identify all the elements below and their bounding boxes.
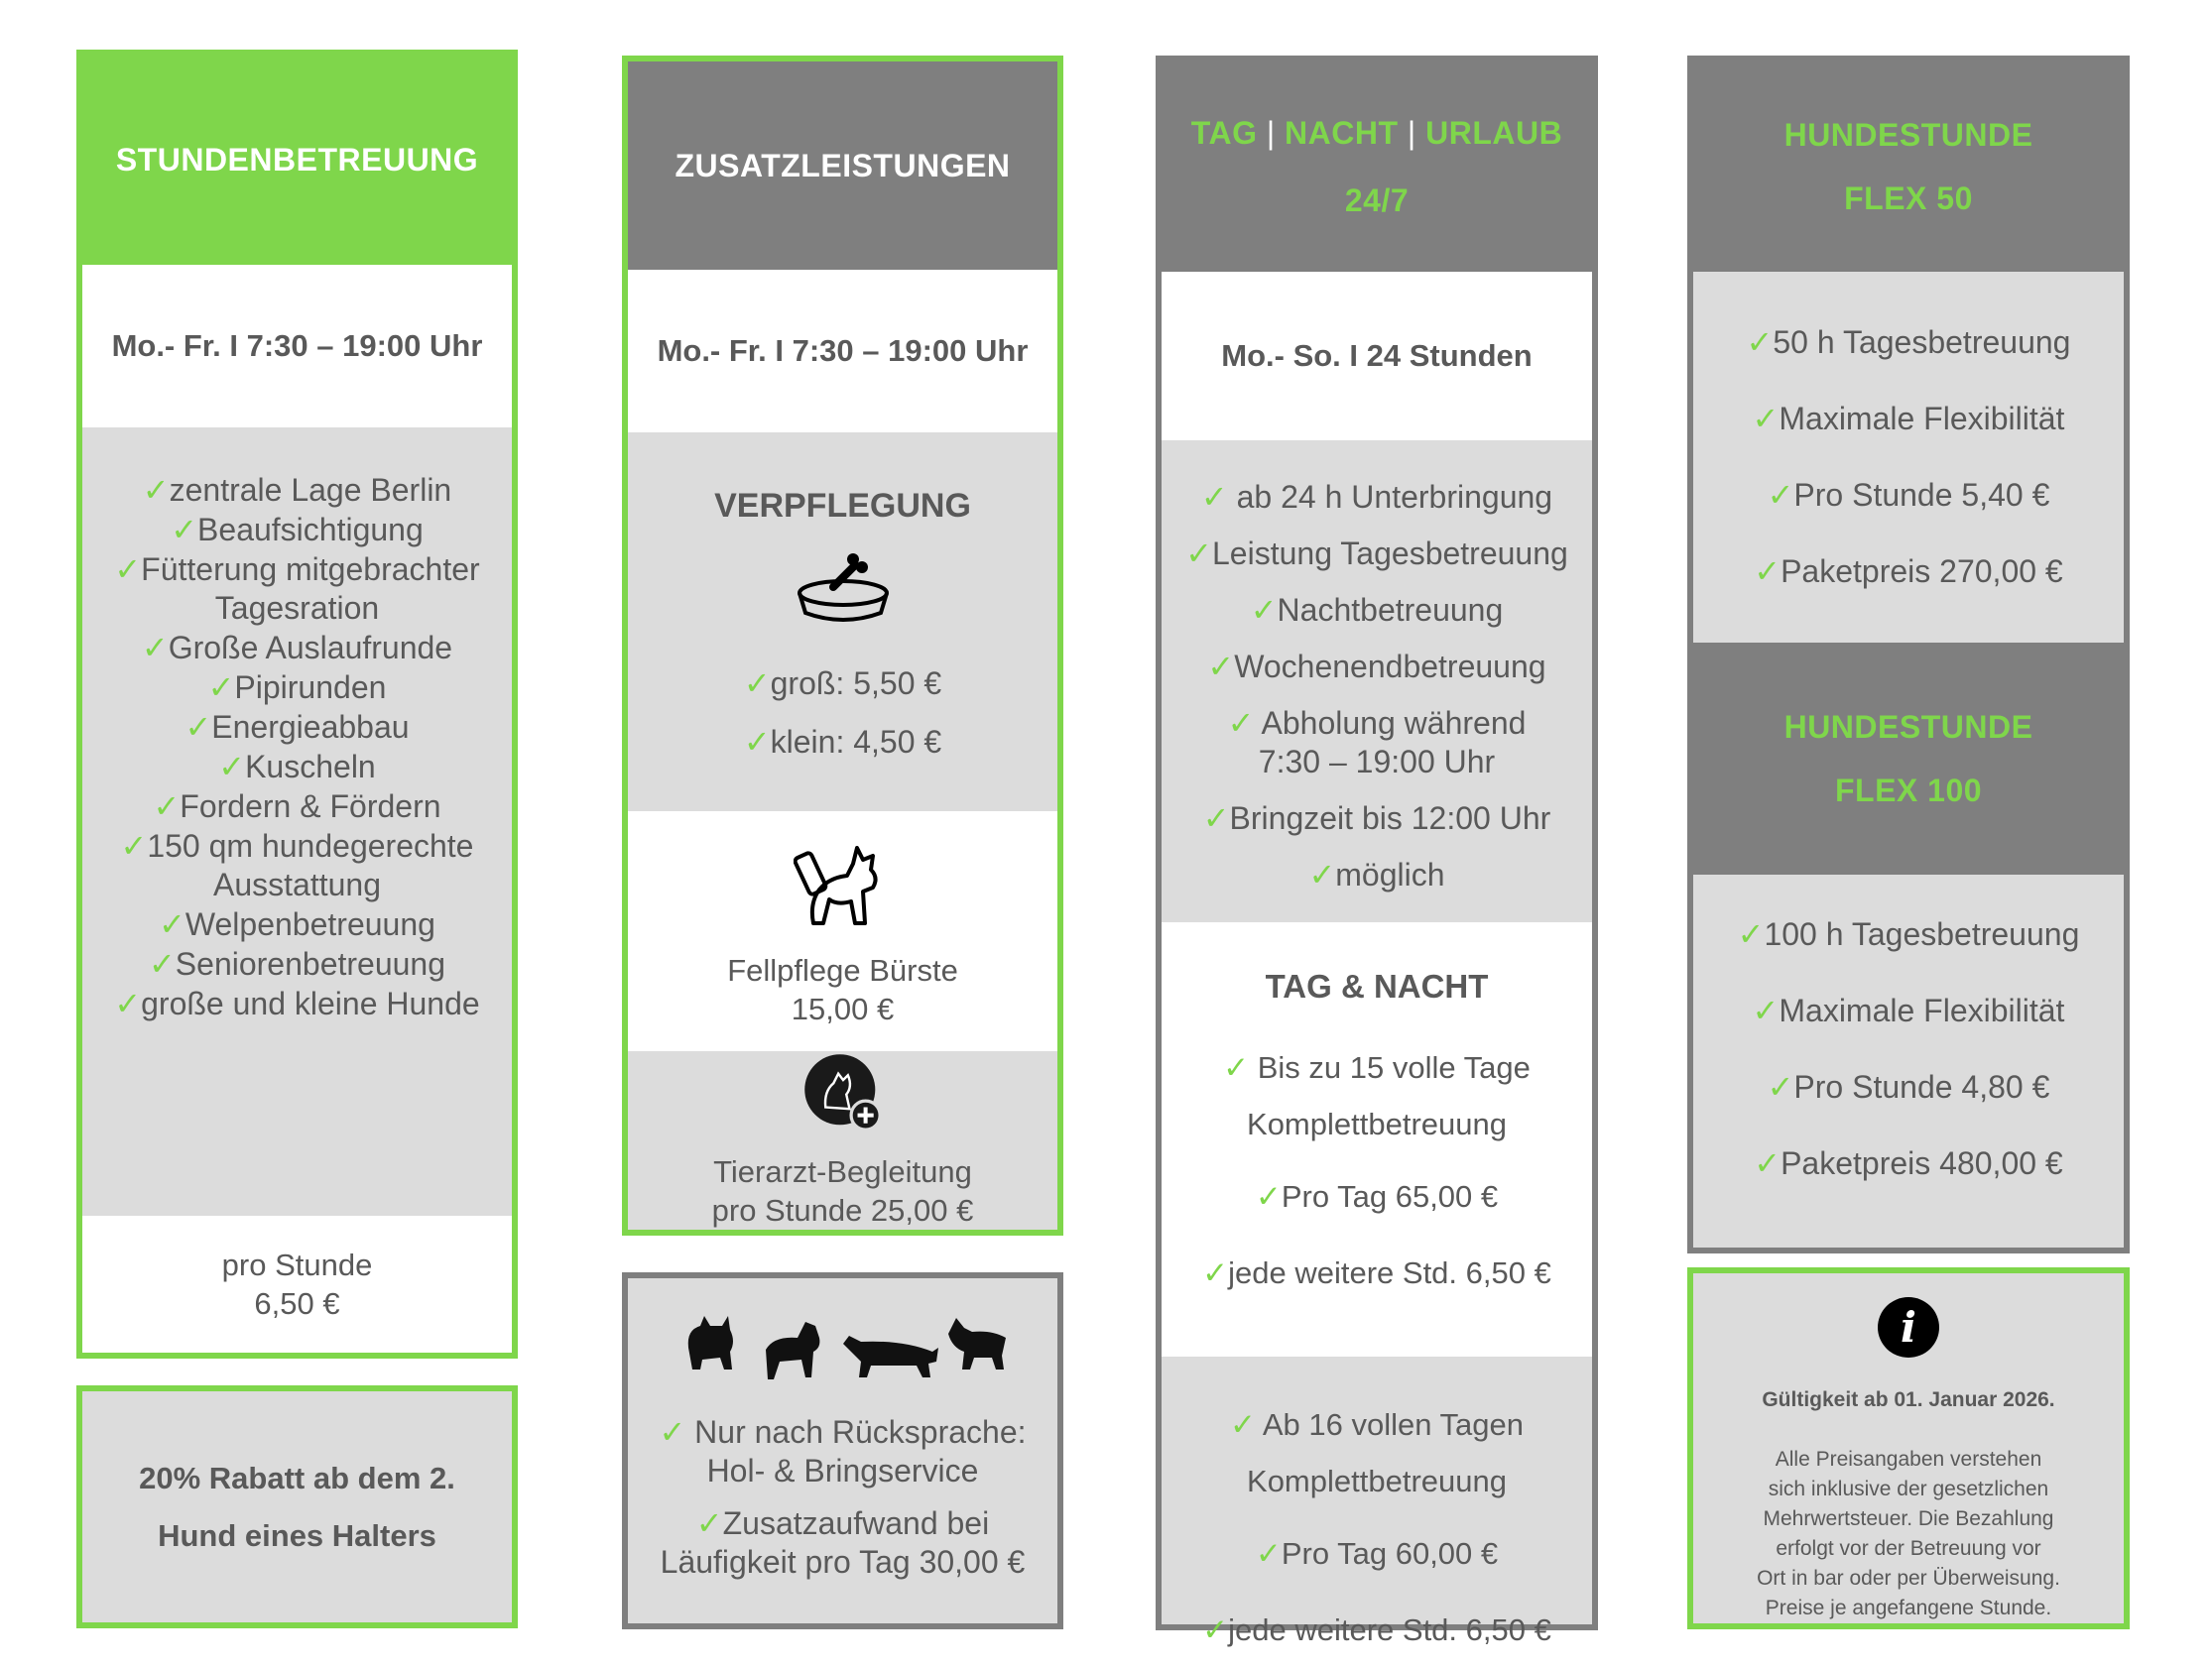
food-title: VERPFLEGUNG	[714, 487, 971, 525]
check-icon: ✓	[1223, 1050, 1250, 1085]
extra-service-item: ✓Zusatzaufwand bei Läufigkeit pro Tag 30,00 €	[660, 1505, 1026, 1580]
check-icon: ✓	[1202, 800, 1230, 836]
feature-item: ✓Seniorenbetreuung	[148, 946, 446, 982]
check-icon: ✓	[159, 906, 185, 942]
feature-item: ✓zentrale Lage Berlin	[142, 472, 452, 508]
note-line: Alle Preisangaben verstehen	[1775, 1448, 2042, 1471]
flex100-panel	[1693, 875, 2124, 1248]
long-stay-line-1: ✓ Ab 16 vollen Tagen	[1229, 1407, 1525, 1442]
feature-item: ✓ ab 24 h Unterbringung	[1200, 479, 1553, 515]
check-icon: ✓	[153, 788, 181, 824]
food-panel	[628, 432, 1057, 811]
card-stundenbetreuung	[76, 50, 518, 1359]
feature-item: ✓Große Auslaufrunde	[141, 630, 453, 665]
extra-service-item: ✓ Nur nach Rücksprache: Hol- & Bringservice	[659, 1414, 1027, 1489]
title-separator: |	[1407, 115, 1416, 151]
card-tag-nacht-urlaub	[1156, 56, 1598, 1647]
note-line: Ort in bar oder per Überweisung.	[1757, 1567, 2060, 1590]
hours-text: Mo.- So. I 24 Stunden	[1221, 338, 1533, 373]
hours-text: Mo.- Fr. I 7:30 – 19:00 Uhr	[111, 328, 483, 363]
vet-label: Tierarzt-Begleitung	[713, 1154, 972, 1189]
flex50-title: HUNDESTUNDE	[1783, 117, 2033, 153]
validity-text: Gültigkeit ab 01. Januar 2026.	[1762, 1388, 2055, 1411]
card-title	[1191, 99, 1562, 167]
hours-row	[1162, 272, 1592, 440]
check-icon: ✓	[695, 1505, 723, 1541]
check-icon: ✓	[743, 665, 771, 701]
grooming-price: 15,00 €	[791, 992, 895, 1026]
hours-row	[82, 265, 512, 427]
check-icon: ✓	[1255, 1536, 1282, 1571]
feature-item: ✓Nachtbetreuung	[1250, 592, 1504, 628]
check-icon: ✓	[1207, 649, 1235, 684]
flex100-subtitle: FLEX 100	[1834, 773, 1983, 808]
flex50-item: ✓Pro Stunde 5,40 €	[1767, 477, 2050, 513]
long-stay-line-2: Komplettbetreuung	[1247, 1464, 1507, 1498]
check-icon: ✓	[1227, 705, 1255, 741]
grooming-label: Fellpflege Bürste	[727, 953, 958, 988]
card-subtitle: 24/7	[1344, 182, 1410, 218]
flex50-list	[1747, 304, 2071, 610]
check-icon: ✓	[1185, 536, 1212, 571]
feature-item: ✓möglich	[1308, 857, 1445, 893]
info-glyph: i	[1901, 1303, 1916, 1352]
check-icon: ✓	[171, 512, 198, 547]
title-nacht: NACHT	[1285, 115, 1399, 151]
tag-nacht-line-3: ✓Pro Tag 65,00 €	[1255, 1179, 1499, 1214]
note-line: Mehrwertsteuer. Die Bezahlung	[1763, 1507, 2054, 1530]
card-header	[1162, 61, 1592, 272]
tag-nacht-line-1: ✓ Bis zu 15 volle Tage	[1223, 1050, 1531, 1085]
discount-line-2: Hund eines Halters	[158, 1517, 436, 1553]
feature-list	[1185, 478, 1568, 912]
title-separator: |	[1266, 115, 1276, 151]
check-icon: ✓	[1754, 553, 1782, 589]
flex100-item: ✓Pro Stunde 4,80 €	[1767, 1069, 2050, 1105]
card-zusatzleistungen	[622, 56, 1063, 1236]
long-stay-panel	[1162, 1357, 1592, 1647]
check-icon: ✓	[114, 986, 142, 1021]
check-icon: ✓	[120, 828, 148, 864]
check-icon: ✓	[148, 946, 176, 982]
check-icon: ✓	[1767, 477, 1794, 513]
flex100-list	[1738, 896, 2080, 1202]
feature-item: ✓Leistung Tagesbetreuung	[1185, 536, 1568, 571]
dogs-icon	[675, 1308, 1012, 1387]
flex100-title: HUNDESTUNDE	[1783, 709, 2033, 745]
tag-nacht-title: TAG & NACHT	[1265, 968, 1489, 1005]
flex100-item: ✓Maximale Flexibilität	[1752, 993, 2065, 1028]
hours-text: Mo.- Fr. I 7:30 – 19:00 Uhr	[657, 333, 1029, 368]
tag-nacht-panel	[1162, 922, 1592, 1357]
price-note	[1757, 1445, 2060, 1623]
feature-item: ✓Fordern & Fördern	[153, 788, 441, 824]
flex50-panel	[1693, 272, 2124, 643]
food-price-item: ✓groß: 5,50 €	[743, 665, 942, 701]
check-icon: ✓	[1308, 857, 1336, 893]
dog-grooming-icon	[794, 834, 893, 933]
feature-item: ✓150 qm hundegerechte Ausstattung	[120, 828, 474, 902]
dog-bowl-icon	[794, 547, 893, 627]
feature-item: ✓Energieabbau	[184, 709, 410, 745]
extra-services-box	[622, 1272, 1063, 1629]
title-urlaub: URLAUB	[1425, 115, 1563, 151]
check-icon: ✓	[1200, 479, 1228, 515]
check-icon: ✓	[1752, 401, 1780, 436]
title-tag: TAG	[1190, 115, 1258, 151]
feature-list	[114, 471, 479, 1024]
flex100-item: ✓100 h Tagesbetreuung	[1737, 916, 2080, 952]
check-icon: ✓	[1754, 1145, 1782, 1181]
discount-box	[76, 1385, 518, 1628]
check-icon: ✓	[1202, 1255, 1229, 1290]
price-value: 6,50 €	[254, 1286, 340, 1321]
check-icon: ✓	[1229, 1407, 1256, 1442]
feature-item: ✓Beaufsichtigung	[171, 512, 424, 547]
check-icon: ✓	[142, 472, 170, 508]
flex50-item: ✓Maximale Flexibilität	[1752, 401, 2065, 436]
check-icon: ✓	[743, 724, 771, 760]
feature-item: ✓Bringzeit bis 12:00 Uhr	[1202, 800, 1551, 836]
check-icon: ✓	[1746, 324, 1774, 360]
check-icon: ✓	[184, 709, 212, 745]
note-line: sich inklusive der gesetzlichen	[1768, 1478, 2049, 1500]
tag-nacht-line-4: ✓jede weitere Std. 6,50 €	[1202, 1255, 1551, 1290]
card-header	[628, 61, 1057, 270]
flex50-subtitle: FLEX 50	[1844, 180, 1973, 216]
grooming-panel	[628, 811, 1057, 1051]
feature-item: ✓Wochenendbetreuung	[1207, 649, 1546, 684]
feature-item: ✓ Abholung während 7:30 – 19:00 Uhr	[1227, 705, 1527, 779]
long-stay-line-4: ✓jede weitere Std. 6,50 €	[1202, 1612, 1551, 1647]
check-icon: ✓	[1737, 916, 1765, 952]
card-header	[82, 56, 512, 265]
info-box	[1687, 1267, 2130, 1629]
check-icon: ✓	[218, 749, 246, 784]
long-stay-line-3: ✓Pro Tag 60,00 €	[1255, 1536, 1499, 1571]
features-panel	[1162, 440, 1592, 922]
check-icon: ✓	[659, 1414, 686, 1450]
vet-panel	[628, 1051, 1057, 1230]
check-icon: ✓	[1202, 1612, 1229, 1647]
feature-item: ✓Welpenbetreuung	[159, 906, 435, 942]
vet-price: pro Stunde 25,00 €	[711, 1193, 974, 1228]
card-title: ZUSATZLEISTUNGEN	[675, 147, 1011, 183]
price-row	[82, 1216, 512, 1353]
note-line: Preise je angefangene Stunde.	[1765, 1597, 2052, 1619]
info-icon	[1878, 1297, 1939, 1358]
check-icon: ✓	[1255, 1179, 1282, 1214]
food-price-item: ✓klein: 4,50 €	[743, 724, 942, 760]
check-icon: ✓	[114, 551, 142, 587]
flex50-header	[1693, 61, 2124, 272]
extra-services-list	[659, 1413, 1026, 1596]
feature-item: ✓Pipirunden	[207, 669, 387, 705]
flex100-item: ✓Paketpreis 480,00 €	[1754, 1145, 2063, 1181]
note-line: erfolgt vor der Betreuung vor	[1776, 1537, 2041, 1560]
check-icon: ✓	[141, 630, 169, 665]
feature-item: ✓Fütterung mitgebrachter Tagesration	[114, 551, 480, 626]
check-icon: ✓	[1752, 993, 1780, 1028]
card-title: STUNDENBETREUUNG	[115, 142, 479, 178]
tag-nacht-line-2: Komplettbetreuung	[1247, 1107, 1507, 1141]
hours-row	[628, 270, 1057, 432]
features-panel	[82, 427, 512, 1280]
feature-item: ✓Kuscheln	[218, 749, 376, 784]
discount-line-1: 20% Rabatt ab dem 2.	[139, 1460, 455, 1495]
check-icon: ✓	[1250, 592, 1278, 628]
check-icon: ✓	[1767, 1069, 1794, 1105]
price-label: pro Stunde	[221, 1248, 373, 1282]
flex50-item: ✓50 h Tagesbetreuung	[1746, 324, 2071, 360]
flex100-header	[1693, 643, 2124, 875]
vet-icon	[792, 1051, 895, 1134]
food-price-list	[744, 655, 941, 772]
feature-item: ✓große und kleine Hunde	[114, 986, 480, 1021]
card-hundestunde-flex	[1687, 56, 2130, 1253]
check-icon: ✓	[207, 669, 235, 705]
flex50-item: ✓Paketpreis 270,00 €	[1754, 553, 2063, 589]
